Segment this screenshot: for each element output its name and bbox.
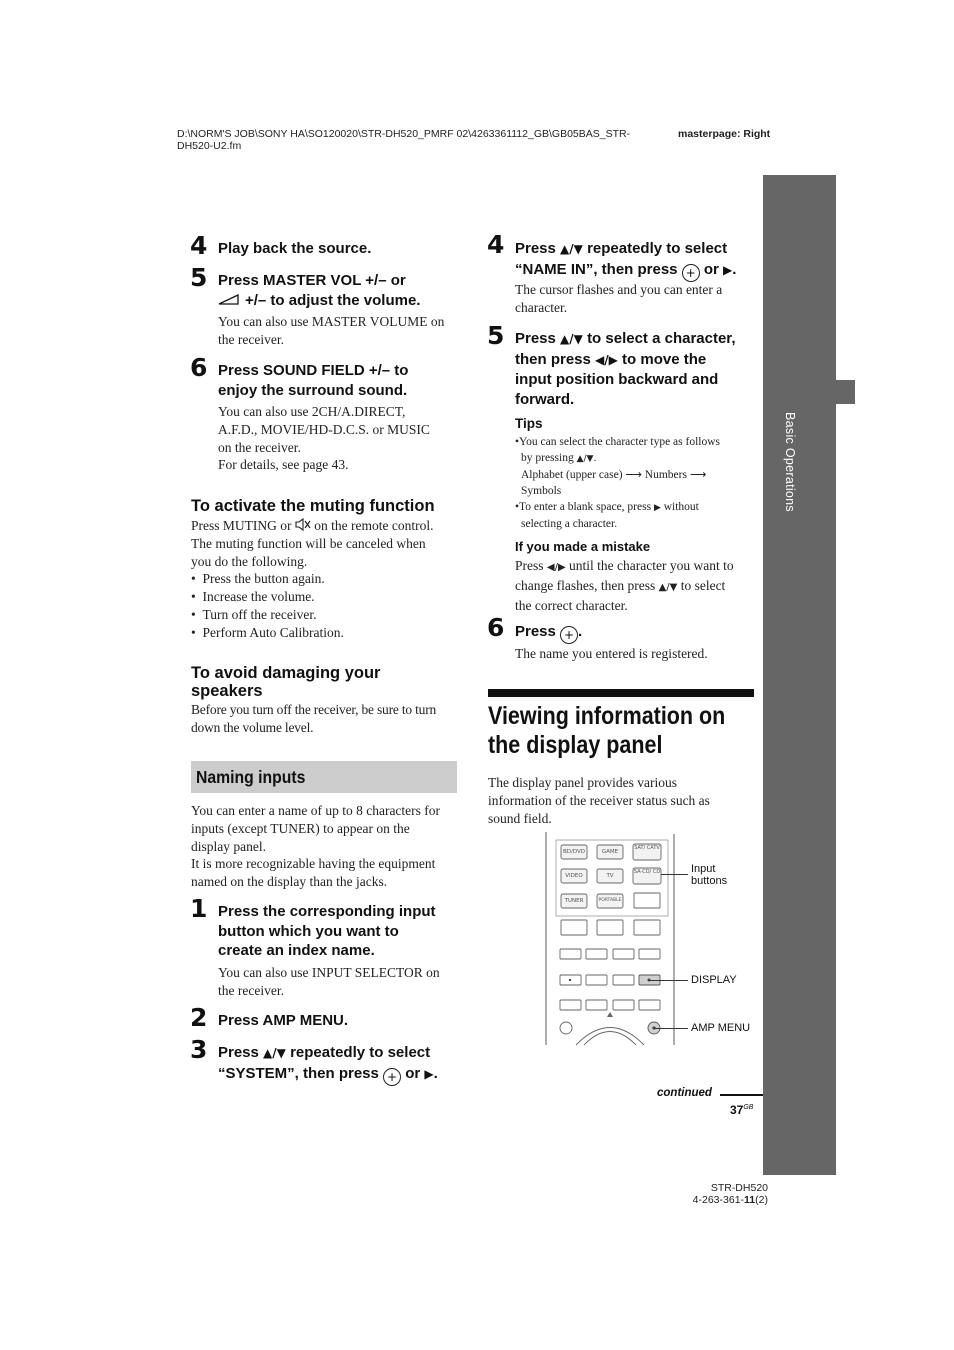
model-code (640, 1194, 768, 1206)
step-line: Press the corresponding input (218, 903, 436, 920)
text-run: Numbers (644, 469, 687, 481)
bullet-text: Perform Auto Calibration. (202, 624, 344, 640)
body-line: Before you turn off the receiver, be sure to turn (191, 702, 437, 717)
step-number: 2 (190, 1003, 208, 1032)
step-number: 4 (190, 231, 208, 260)
tip-line: •To enter a blank space, press ▶ without (515, 501, 699, 513)
button-label: TUNER (564, 898, 584, 904)
note-line: You can also use INPUT SELECTOR on (218, 965, 440, 980)
callout-line (654, 1028, 688, 1029)
step-text (218, 271, 420, 310)
file-path-line2: DH520-U2.fm (177, 140, 242, 152)
page-number (730, 1103, 753, 1117)
step-note (218, 313, 444, 349)
body-line: inputs (except TUNER) to appear on the (191, 820, 410, 836)
step-number: 4 (487, 230, 505, 259)
text-run: or (703, 260, 719, 278)
tip-line: Symbols (521, 485, 562, 497)
left-right-arrow-icon: ◀/▶ (595, 352, 618, 367)
tips-body (515, 434, 720, 532)
avoid-heading (191, 664, 380, 700)
body-line: sound field. (488, 810, 552, 826)
tip-line: selecting a character. (521, 518, 618, 530)
text-run: by pressing (521, 452, 574, 464)
step-number: 6 (487, 613, 505, 642)
note-line: character. (515, 299, 568, 315)
text-run: until the character you want to (569, 558, 734, 573)
tip-line: by pressing ▲/▼. (521, 452, 597, 464)
heading-line: speakers (191, 682, 263, 700)
code-part: 4-263-361- (692, 1194, 745, 1206)
remote-control-illustration (540, 832, 680, 1047)
note-line: For details, see page 43. (218, 457, 349, 473)
muting-icon (295, 518, 311, 531)
volume-icon (218, 294, 240, 306)
body-line: display panel. (191, 838, 266, 854)
step-text (218, 1043, 438, 1086)
note-line: You can also use 2CH/A.DIRECT, (218, 404, 406, 419)
tip-line: •You can select the character type as follows (515, 436, 721, 448)
text-run: without (663, 501, 699, 513)
step-note (218, 964, 440, 1000)
section-rule (488, 689, 754, 697)
bullet-text: Press the button again. (202, 571, 325, 587)
arrow-icon: ⟶ (625, 469, 642, 481)
right-arrow-icon: ▶ (653, 503, 661, 513)
step-text (515, 329, 735, 409)
up-down-arrow-icon: ▲/▼ (560, 242, 583, 256)
step-note: The name you entered is registered. (515, 646, 708, 661)
enter-icon: + (682, 264, 700, 282)
note-line: A.F.D., MOVIE/HD-D.C.S. or MUSIC (218, 421, 430, 437)
button-label: GAME (601, 849, 619, 855)
arrow-icon: ⟶ (689, 469, 707, 481)
code-part: (2) (755, 1194, 768, 1206)
step-number: 5 (487, 321, 505, 350)
step-text (218, 361, 408, 400)
section-label: Basic Operations (783, 412, 797, 512)
note-line: The cursor flashes and you can enter a (515, 282, 723, 297)
enter-icon: + (560, 626, 578, 644)
text-run: or (405, 1064, 421, 1082)
right-arrow-icon: ▶ (424, 1066, 434, 1081)
bullet-text: Turn off the receiver. (202, 606, 317, 622)
step-line: enjoy the surround sound. (218, 381, 408, 399)
note-line: the receiver. (218, 982, 284, 998)
up-down-arrow-icon: ▲/▼ (658, 581, 678, 593)
step-number: 5 (190, 263, 208, 292)
mistake-heading: If you made a mistake (515, 539, 651, 554)
enter-icon: + (383, 1068, 401, 1086)
note-line: You can also use MASTER VOLUME on (218, 314, 445, 329)
model-name: STR-DH520 (710, 1182, 768, 1194)
step-note (218, 403, 430, 474)
step-number: 6 (190, 353, 208, 382)
callout-input-buttons (691, 863, 727, 887)
step-line: forward. (515, 390, 575, 408)
body-line (515, 557, 734, 577)
callout-line-text: buttons (691, 875, 728, 887)
step-text: Press + . (515, 623, 583, 642)
callout-display: DISPLAY (691, 974, 737, 986)
file-path-header (177, 128, 630, 152)
step-line: button which you want to (218, 922, 399, 940)
up-down-arrow-icon: ▲/▼ (576, 454, 594, 464)
text-run: To enter a blank space, press (519, 501, 652, 513)
note-line: the receiver. (218, 331, 284, 347)
section-tab-marker (836, 380, 855, 404)
text-run: repeatedly to select (587, 240, 728, 257)
step-line: create an index name. (218, 942, 375, 959)
note-line: on the receiver. (218, 439, 301, 455)
avoid-body (191, 701, 436, 737)
title-line: the display panel (488, 731, 663, 759)
body-line: You can enter a name of up to 8 characters for (191, 803, 441, 818)
bullet-item: • Increase the volume. (191, 589, 315, 605)
section-title (488, 702, 729, 760)
step-number: 1 (190, 894, 208, 923)
heading-line: To avoid damaging your (191, 664, 381, 682)
callout-line (661, 874, 688, 875)
title-line: Viewing information on (488, 702, 726, 730)
button-label: BD/DVD (563, 849, 585, 855)
body-line: down the volume level. (191, 719, 314, 735)
right-arrow-icon: ▶ (723, 262, 733, 277)
body-line: It is more recognizable having the equipment (191, 856, 436, 872)
text-run: to select (680, 577, 726, 593)
button-label: PORTABLE (598, 898, 622, 903)
step-text (515, 239, 736, 282)
text-run: Press (515, 240, 556, 257)
step-text (218, 902, 436, 961)
bullet-item: • Press the button again. (191, 571, 325, 587)
callout-line (649, 980, 688, 981)
button-label: VIDEO (565, 873, 583, 879)
tips-heading: Tips (515, 416, 543, 431)
text-run: change flashes, then press (515, 577, 656, 593)
muting-body (191, 517, 433, 642)
viewing-body (488, 774, 710, 827)
body-line: The muting function will be canceled when (191, 535, 426, 551)
step-line-text: +/– to adjust the volume. (245, 291, 421, 309)
step-text: Press AMP MENU. (218, 1012, 349, 1029)
text-run: Press (218, 1044, 259, 1061)
button-label: SA-CD/ CD (633, 869, 661, 875)
tip-line (515, 467, 720, 483)
bullet-text: Increase the volume. (202, 589, 315, 605)
body-line (515, 577, 734, 597)
callout-amp-menu: AMP MENU (691, 1022, 751, 1034)
step-line: “SYSTEM”, then press + or ▶. (218, 1064, 438, 1084)
text-run: You can select the character type as follows (519, 436, 721, 448)
body-line: the correct character. (515, 597, 628, 613)
bullet-item: • Turn off the receiver. (191, 606, 317, 622)
text-run: Press (515, 558, 544, 573)
text-run: “NAME IN”, then press (515, 260, 678, 278)
step-line: “NAME IN”, then press + or ▶. (515, 260, 737, 280)
code-part: 11 (744, 1194, 756, 1206)
text-run: repeatedly to select (290, 1044, 431, 1061)
body-line: information of the receiver status such as (488, 792, 710, 808)
step-line: input position backward and (515, 371, 719, 388)
step-line (218, 291, 420, 311)
text-run: to select a character, (587, 330, 736, 347)
page-number-suffix: GB (743, 1104, 754, 1111)
left-right-arrow-icon: ◀/▶ (546, 562, 566, 573)
button-label: SAT/ CATV (634, 845, 660, 851)
body-line (191, 517, 433, 535)
text-run: Press (515, 330, 556, 347)
text-run: to move the (622, 350, 707, 368)
model-footer (640, 1182, 768, 1206)
muting-heading: To activate the muting function (191, 497, 435, 515)
step-text: Play back the source. (218, 240, 372, 257)
section-title: Naming inputs (196, 767, 306, 787)
step-line (218, 1043, 438, 1064)
step-line (515, 350, 735, 371)
up-down-arrow-icon: ▲/▼ (263, 1046, 286, 1060)
mistake-body (515, 557, 734, 614)
file-path-line1: D:\NORM'S JOB\SONY HA\SO120020\STR-DH520_PMRF 02\4263361112_GB\GB05BAS_STR- (177, 128, 631, 140)
step-line (515, 239, 736, 260)
body-line: named on the display than the jacks. (191, 874, 388, 890)
section-sidebar (763, 175, 836, 1175)
text-run: “SYSTEM”, then press (218, 1064, 379, 1082)
step-line: Press MASTER VOL +/– or (218, 272, 406, 289)
page-number-value: 37 (730, 1103, 744, 1117)
callout-line-text: Input (691, 863, 716, 875)
continued-label: continued (657, 1087, 712, 1099)
continued-rule (720, 1094, 763, 1096)
step-number: 3 (190, 1035, 208, 1064)
step-note (515, 281, 722, 317)
masterpage-label: masterpage: Right (678, 128, 771, 140)
text-run: Press (515, 623, 556, 640)
text-run: on the remote control. (314, 518, 434, 533)
button-label: TV (606, 873, 614, 879)
text-run: Press MUTING or (191, 518, 292, 533)
step-line: Press SOUND FIELD +/– to (218, 362, 409, 379)
body-line: The display panel provides various (488, 775, 677, 790)
text-run: Alphabet (upper case) (521, 469, 623, 481)
up-down-arrow-icon: ▲/▼ (560, 332, 583, 346)
step-line (515, 329, 735, 350)
bullet-item: • Perform Auto Calibration. (191, 624, 344, 640)
body-line: you do the following. (191, 553, 308, 569)
text-run: then press (515, 350, 591, 368)
naming-body (191, 802, 440, 891)
